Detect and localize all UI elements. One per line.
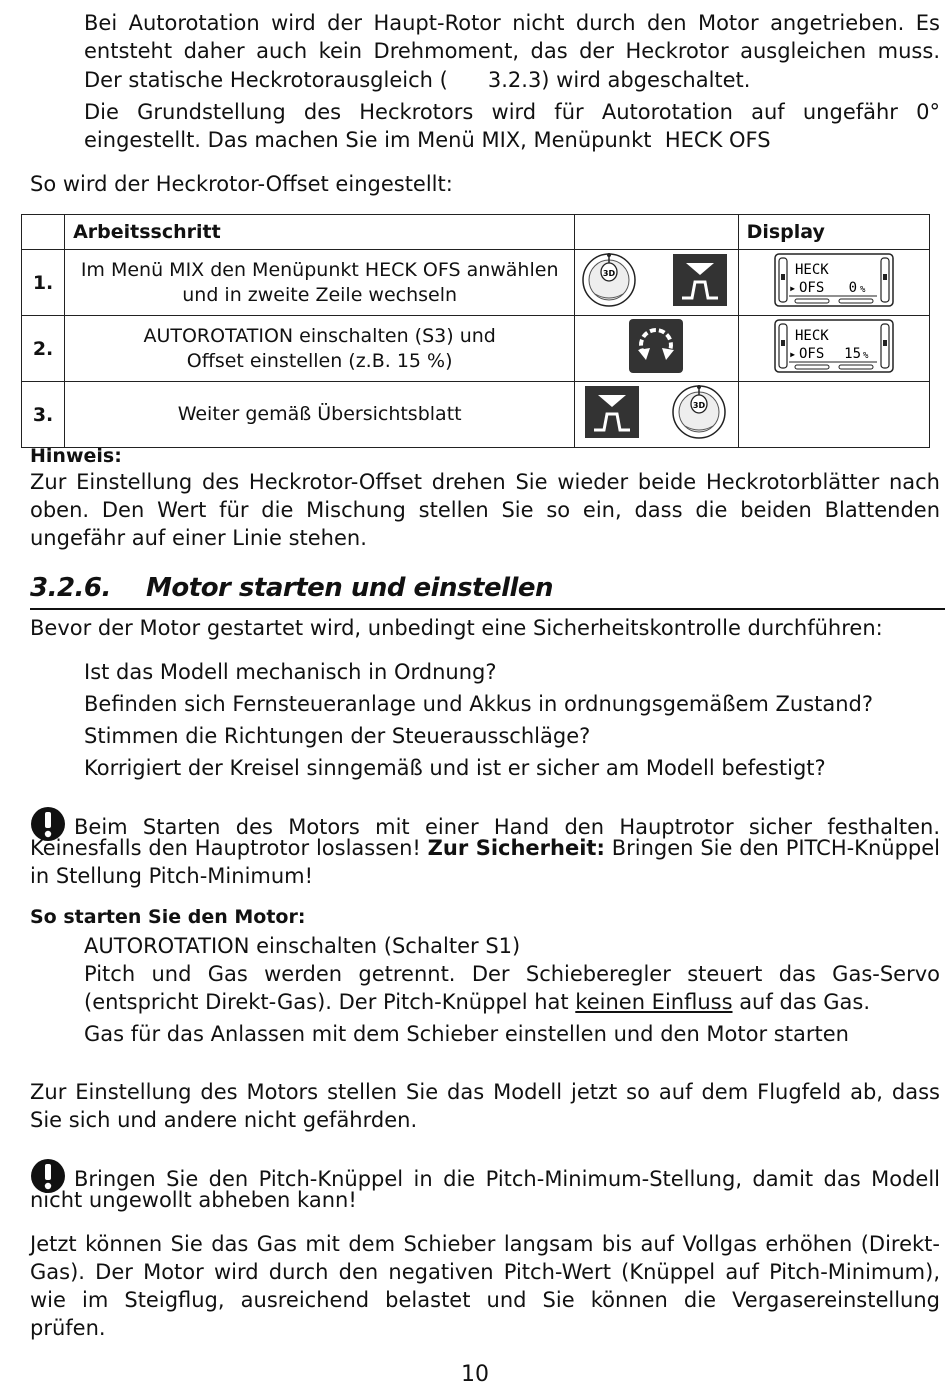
- start-title: So starten Sie den Motor:: [30, 906, 306, 928]
- start-step: Pitch und Gas werden getrennt. Der Schieberegler steuert das Gas-Servo: [84, 962, 940, 986]
- autorotation-switch-icon: [626, 316, 686, 376]
- step-text-line: Offset einstellen (z.B. 15 %): [186, 349, 453, 372]
- warning-1-line-2: [30, 834, 940, 862]
- step-text: [65, 382, 575, 448]
- table-row: [22, 250, 930, 316]
- step-text-line: Weiter gemäß Übersichtsblatt: [177, 403, 462, 425]
- svg-text:15: 15: [843, 346, 861, 362]
- start-step-text: auf das Gas.: [732, 990, 871, 1014]
- warning-2-line-2: nicht ungewollt abheben kann!: [30, 1188, 357, 1212]
- step-number: 1.: [22, 250, 65, 316]
- step-number: 3.: [22, 382, 65, 448]
- intro-line-1: Bei Autorotation wird der Haupt-Rotor nicht durch den Motor angetrieben. Es: [84, 11, 940, 35]
- empty-display-cell: [738, 382, 929, 448]
- menu-and-knob-icons: [581, 382, 731, 442]
- start-step: Gas für das Anlassen mit dem Schieber einstellen und den Motor starten: [84, 1022, 849, 1046]
- warning-1-text: Bringen Sie den PITCH-Knüppel: [604, 836, 940, 860]
- section-divider: [30, 608, 945, 610]
- table-row: [22, 316, 930, 382]
- step-icons: [575, 250, 738, 316]
- header-num-cell: [22, 215, 65, 250]
- step-icons: [575, 382, 738, 448]
- menu-select-icon: [585, 386, 639, 438]
- header-step: Arbeitsschritt: [65, 215, 575, 250]
- knob-3d-icon: [673, 385, 725, 438]
- check-item: Stimmen die Richtungen der Steuerausschläge?: [84, 724, 591, 748]
- note-line-1: Zur Einstellung des Heckrotor-Offset drehen Sie wieder beide Heckrotorblätter nach: [30, 470, 940, 494]
- start-step: AUTOROTATION einschalten (Schalter S1): [84, 934, 521, 958]
- intro-line-4: Die Grundstellung des Heckrotors wird für Autorotation auf ungefähr 0°: [84, 100, 940, 124]
- check-item: Korrigiert der Kreisel sinngemäß und ist er sicher am Modell befestigt?: [84, 756, 826, 780]
- knob-and-menu-icons: [581, 250, 731, 310]
- start-step-line-2: [84, 988, 940, 1016]
- final-line-1: Jetzt können Sie das Gas mit dem Schieber langsam bis auf Vollgas erhöhen (Direkt-: [30, 1232, 940, 1256]
- field-line-1: Zur Einstellung des Motors stellen Sie das Modell jetzt so auf dem Flugfeld ab, dass: [30, 1080, 940, 1104]
- warning-1-emphasis: Zur Sicherheit:: [427, 836, 605, 860]
- intro-line-3: Der statische Heckrotorausgleich ( 3.2.3) wird abgeschaltet.: [84, 68, 751, 92]
- section-intro: Bevor der Motor gestartet wird, unbedingt eine Sicherheitskontrolle durchführen:: [30, 616, 883, 640]
- field-line-2: Sie sich und andere nicht gefährden.: [30, 1108, 418, 1132]
- svg-text:%: %: [862, 351, 869, 361]
- svg-text:3D: 3D: [603, 269, 616, 278]
- warning-2-text: Bringen Sie den Pitch-Knüppel in die Pitch-Minimum-Stellung, damit das Modell: [74, 1167, 940, 1191]
- note-line-2: oben. Den Wert für die Mischung stellen Sie so ein, dass die beiden Blattenden: [30, 498, 940, 522]
- header-icon-cell: [575, 215, 738, 250]
- menu-select-icon: [673, 254, 727, 306]
- svg-text:%: %: [859, 285, 866, 295]
- knob-3d-icon: [583, 253, 635, 306]
- check-item: Befinden sich Fernsteueranlage und Akkus in ordnungsgemäßem Zustand?: [84, 692, 874, 716]
- table-row: [22, 382, 930, 448]
- svg-text:OFS: OFS: [798, 346, 825, 362]
- svg-text:▸: ▸: [788, 281, 797, 295]
- lcd-display: [738, 316, 929, 382]
- lcd-display-graphic: [773, 318, 895, 374]
- start-step-text: (entspricht Direkt-Gas). Der Pitch-Knüppel hat: [84, 990, 576, 1014]
- final-line-3: wie im Steigflug, ausreichend belastet und Sie können die Vergasereinstellung: [30, 1288, 940, 1312]
- warning-1-text: Keinesfalls den Hauptrotor loslassen!: [30, 836, 428, 860]
- svg-text:OFS: OFS: [798, 280, 825, 296]
- warning-1-text: Beim Starten des Motors mit einer Hand den Hauptrotor sicher festhalten.: [74, 815, 940, 839]
- lcd-display-graphic: [773, 252, 895, 308]
- check-item: Ist das Modell mechanisch in Ordnung?: [84, 660, 497, 684]
- intro-line-5: eingestellt. Das machen Sie im Menü MIX, Menüpunkt HECK OFS: [84, 128, 771, 152]
- steps-table: [21, 214, 930, 448]
- step-number: 2.: [22, 316, 65, 382]
- warning-1-line-3: in Stellung Pitch-Minimum!: [30, 864, 314, 888]
- svg-text:▸: ▸: [788, 347, 797, 361]
- intro-line-2: entsteht daher auch kein Drehmoment, das der Heckrotor ausgleichen muss.: [84, 39, 940, 63]
- section-number: 3.2.6.: [30, 573, 111, 603]
- final-line-4: prüfen.: [30, 1316, 106, 1340]
- note-title: Hinweis:: [30, 445, 122, 467]
- step-text: [65, 250, 575, 316]
- step-text-line: AUTOROTATION einschalten (S3) und: [143, 324, 496, 347]
- page-number: 10: [461, 1362, 489, 1387]
- svg-text:HECK: HECK: [794, 262, 829, 278]
- section-heading: [30, 573, 553, 603]
- svg-text:3D: 3D: [693, 401, 706, 410]
- step-icons: [575, 316, 738, 382]
- header-display: Display: [738, 215, 929, 250]
- svg-text:HECK: HECK: [794, 328, 829, 344]
- final-line-2: Gas). Der Motor wird durch den negativen Pitch-Wert (Knüppel auf Pitch-Minimum),: [30, 1260, 940, 1284]
- svg-text:0: 0: [848, 280, 857, 296]
- underlined-emphasis: keinen Einfluss: [575, 990, 733, 1014]
- step-text: [65, 316, 575, 382]
- step-text-line: und in zweite Zeile wechseln: [182, 283, 458, 306]
- step-text-line: Im Menü MIX den Menüpunkt HECK OFS anwählen: [80, 258, 559, 281]
- section-title: Motor starten und einstellen: [146, 573, 554, 603]
- note-line-3: ungefähr auf einer Linie stehen.: [30, 526, 367, 550]
- table-intro: So wird der Heckrotor-Offset eingestellt:: [30, 172, 453, 196]
- lcd-display: [738, 250, 929, 316]
